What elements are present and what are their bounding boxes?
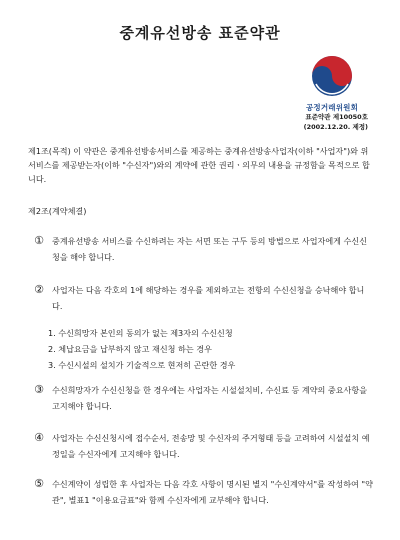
clause-2-sub-items <box>48 325 368 373</box>
taegeuk-emblem-icon <box>310 54 354 98</box>
clause-text: 수신희망자가 수신신청을 한 경우에는 사업자는 시설설치비, 수신료 등 계약의 중요사항을 고지해야 합니다. <box>52 385 368 411</box>
doc-number <box>304 112 368 132</box>
doc-enactment-date: (2002.12.20. 제정) <box>303 123 368 131</box>
clause-3 <box>32 383 374 414</box>
clause-marker: ③ <box>34 383 44 396</box>
clause-5 <box>32 477 374 508</box>
article-2-heading: 제2조(계약체결) <box>28 206 87 216</box>
sub-item: 1. 수신희망자 본인의 동의가 없는 제3자의 수신신청 <box>48 328 233 338</box>
clause-text: 사업자는 수신신청시에 접수순서, 전송망 및 수신자의 주거형태 등을 고려하여 시설설치 예정일을 수신자에게 고지해야 합니다. <box>52 433 370 459</box>
org-logo-block <box>292 54 372 113</box>
clause-marker: ⑤ <box>34 477 44 490</box>
clause-text: 사업자는 다음 각호의 1에 해당하는 경우를 제외하고는 전항의 수신신청을 승낙해야 합니다. <box>52 285 365 311</box>
document-title: 중계유선방송 표준약관 <box>119 24 281 42</box>
doc-number-line: 표준약관 제10050호 <box>305 113 368 121</box>
clause-marker: ① <box>34 234 44 247</box>
clause-marker: ② <box>34 283 44 296</box>
article-1-text: 제1조(목적) 이 약관은 중계유선방송서비스를 제공하는 중계유선방송사업자(이하 "사업자")와 위 서비스를 제공받는자(이하 "수신자")와의 계약에 관한 권리ㆍ의무의 내용을 규정함을 목적으로 합니다. <box>28 146 370 184</box>
sub-item: 2. 체납요금을 납부하지 않고 재신청 하는 경우 <box>48 344 212 354</box>
clause-text: 수신계약이 성립한 후 사업자는 다음 각호 사항이 명시된 별지 "수신계약서"를 작성하여 "약관", 별표1 "이용요금표"와 함께 수신자에게 교부해야 합니다. <box>52 479 373 505</box>
clause-4 <box>32 431 374 462</box>
sub-item: 3. 수신시설의 설치가 기술적으로 현저히 곤란한 경우 <box>48 360 236 370</box>
clause-text: 중계유선방송 서비스를 수신하려는 자는 서면 또는 구두 등의 방법으로 사업자에게 수신신청을 해야 합니다. <box>52 236 368 262</box>
clause-marker: ④ <box>34 431 44 444</box>
clause-1 <box>32 234 374 265</box>
clause-2 <box>32 283 374 314</box>
org-name: 공정거래위원회 <box>305 103 359 112</box>
